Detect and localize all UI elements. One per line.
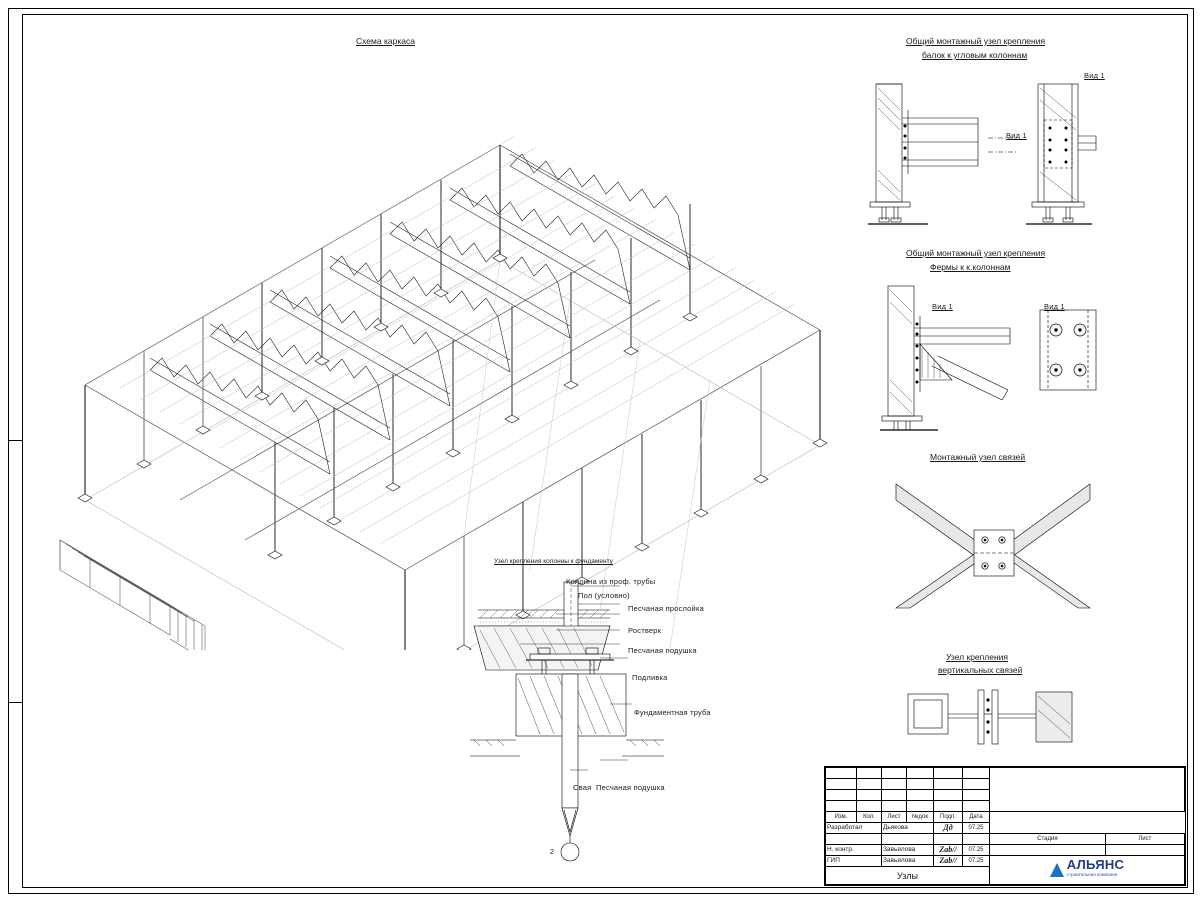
sign-blank [934, 834, 963, 845]
foundation-detail-marker: 2 [549, 847, 555, 856]
role-gip: ГИП [826, 856, 882, 867]
detail-beam-view-label-b: Вид 1 [1084, 71, 1105, 80]
th-data: Дата [963, 812, 990, 823]
name-gip: Завьялова [882, 856, 934, 867]
title-block-row-blank [826, 834, 1185, 845]
detail-truss-view-label-a: Вид 1 [932, 302, 953, 311]
title-block-row-gip [826, 856, 1185, 867]
val-stage [990, 845, 1106, 856]
sign-ncontrol: Zab// [934, 845, 963, 856]
date-ncontrol: 07.25 [963, 845, 990, 856]
th-izm: Изм. [826, 812, 857, 823]
detail-beam-node-drawing [868, 80, 1098, 240]
detail-beam-view-label-a: Вид 1 [1006, 131, 1027, 140]
role-ncontrol: Н. контр. [826, 845, 882, 856]
detail-braces-node-title: Монтажный узел связей [930, 452, 1026, 462]
detail-beam-node-title-line2: балок к угловым колоннам [922, 50, 1028, 60]
date-blank [963, 834, 990, 845]
edge-tick-left-2 [8, 702, 22, 703]
foundation-callout-pile: Свая [573, 783, 592, 792]
foundation-callout-floor: Пол (условно) [578, 591, 630, 600]
frame-3d-isometric-view [30, 70, 850, 650]
document-name: Узлы [826, 867, 990, 885]
sign-developer: Дд [934, 823, 963, 834]
th-list: Лист [882, 812, 907, 823]
th-ndok: №док [907, 812, 934, 823]
foundation-callout-grillage: Ростверк [628, 626, 662, 635]
th-kol: Кол. [857, 812, 882, 823]
th-stage: Стадия [990, 834, 1106, 845]
company-logo [991, 857, 1183, 880]
name-ncontrol: Завьялова [882, 845, 934, 856]
main-scheme-title: Схема каркаса [356, 36, 415, 46]
name-blank [882, 834, 934, 845]
detail-vert-braces-title-line2: вертикальных связей [938, 665, 1023, 675]
company-name: АЛЬЯНС [1066, 857, 1125, 872]
detail-vert-braces-title-line1: Узел крепления [946, 652, 1008, 662]
title-block-row-ncontrol [826, 845, 1185, 856]
foundation-callout-sandcushion-2: Песчаная подушка [596, 783, 665, 792]
company-subtitle: строительная компания [1066, 872, 1118, 877]
title-block [824, 766, 1186, 886]
name-developer: Дьякова [882, 823, 934, 834]
th-podp: Подп. [934, 812, 963, 823]
val-sheet [1105, 845, 1184, 856]
detail-truss-node-title-line1: Общий монтажный узел крепления [906, 248, 1046, 258]
foundation-callout-sandcushion: Песчаная подушка [628, 646, 697, 655]
detail-braces-node-drawing [890, 468, 1100, 618]
detail-truss-view-label-b: Вид 1 [1044, 302, 1065, 311]
foundation-detail-title: Узел крепления колонны к фундаменту [494, 558, 613, 565]
logo-triangle-icon [1050, 863, 1064, 877]
sign-gip: Zab// [934, 856, 963, 867]
title-block-header-row [826, 812, 1185, 823]
role-developer: Разработал [826, 823, 882, 834]
title-block-table [825, 767, 1185, 885]
foundation-detail-drawing [460, 570, 720, 870]
date-developer: 07.25 [963, 823, 990, 834]
role-blank [826, 834, 882, 845]
detail-truss-node-drawing [880, 282, 1110, 432]
foundation-callout-foundation-tube: Фундаментная труба [634, 708, 711, 717]
edge-tick-left [8, 440, 22, 441]
foundation-callout-column: Колонна из проф. трубы [566, 577, 656, 586]
detail-truss-node-title-line2: Фермы к к.колоннам [930, 262, 1011, 272]
detail-beam-node-title-line1: Общий монтажный узел крепления [906, 36, 1046, 46]
detail-vert-braces-drawing [900, 684, 1090, 754]
foundation-callout-sandlayer: Песчаная прослойка [628, 604, 704, 613]
date-gip: 07.25 [963, 856, 990, 867]
th-sheet: Лист [1105, 834, 1184, 845]
foundation-callout-grout: Подливка [632, 673, 668, 682]
